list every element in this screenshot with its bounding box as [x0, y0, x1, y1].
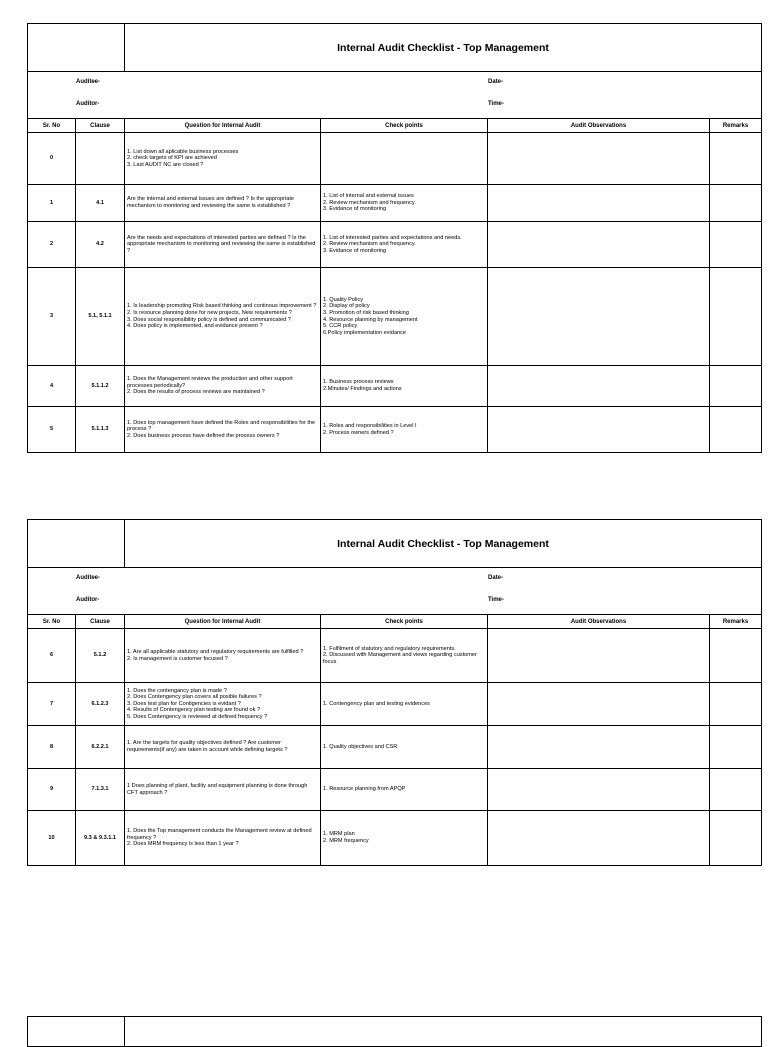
- question: 1. Are the targets for quality objectives defined ? Are customer requirements(if any) are taken in account while defining targets ?: [125, 726, 321, 769]
- check-points: 1. Business process reviews 2.Minutes/ Findings and actions: [321, 366, 488, 407]
- sr-no: 9: [28, 769, 76, 811]
- table-row: [28, 133, 762, 185]
- clause: 5.1.1.2: [76, 366, 125, 407]
- question: Are the internal and external issues are defined ? Is the appropriate mechanism to monitoring and reviewing the same is established ?: [125, 185, 321, 222]
- clause: [76, 133, 125, 185]
- audit-checklist-1: [27, 23, 761, 453]
- check-points: 1. Roles and responsibilities in Level I 2. Process owners defined ?: [321, 407, 488, 453]
- header-question: Question for Internal Audit: [125, 119, 321, 133]
- remarks-cell[interactable]: [710, 133, 762, 185]
- title-cell: [125, 1017, 762, 1047]
- auditor-label: Auditor-: [76, 101, 100, 107]
- audit-checklist-2: [27, 519, 761, 866]
- audit-observation-cell[interactable]: [488, 133, 710, 185]
- auditor-label: Auditor-: [76, 597, 100, 603]
- auditee-label: Auditee-: [76, 575, 100, 581]
- check-points: 1. List of internal and external issues 2. Review mechanism and frequency. 3. Evidance of monitoring: [321, 185, 488, 222]
- clause: 5.1.2: [76, 629, 125, 683]
- checklist-title: Internal Audit Checklist - Top Management: [125, 520, 762, 568]
- question: 1. Does the contengancy plan is made ? 2. Does Contengency plan covers all posible failures ? 3. Does test plan for Contigencies is evidant ? 4. Results of Contengency plan testing are found ok ? 5. Does Contengency is reviewed at defined frequency ?: [125, 683, 321, 726]
- sr-no: 2: [28, 222, 76, 268]
- question: 1. Is leadership promoting Risk based thinking and continous improvement ? 2. Is resource planning done for new projects, New requirements ? 3. Does social responsibility policy is defined and communicated ? 4. Does policy is implemented, and evidance present ?: [125, 268, 321, 366]
- remarks-cell[interactable]: [710, 683, 762, 726]
- checklist-title: Internal Audit Checklist - Top Management: [125, 24, 762, 72]
- sr-no: 6: [28, 629, 76, 683]
- sr-no: 1: [28, 185, 76, 222]
- logo-cell: [28, 1017, 125, 1047]
- audit-observation-cell[interactable]: [488, 726, 710, 769]
- check-points: 1. Resource planning from APQP: [321, 769, 488, 811]
- clause: 5.1, 5.1.1: [76, 268, 125, 366]
- header-clause: Clause: [76, 615, 125, 629]
- check-points: 1. MRM plan 2. MRM frequency: [321, 811, 488, 866]
- table-row: [28, 683, 762, 726]
- logo-cell: [28, 24, 125, 72]
- sr-no: 10: [28, 811, 76, 866]
- remarks-cell[interactable]: [710, 185, 762, 222]
- audit-observation-cell[interactable]: [488, 629, 710, 683]
- remarks-cell[interactable]: [710, 726, 762, 769]
- check-points: 1. List of interested parties and expectations and needs. 2. Review mechanism and frequency. 3. Evidance of monitoring: [321, 222, 488, 268]
- check-points: 1. Quality Policy 2. Display of policy 3. Promotion of risk based thinking 4. Resource planning by management 5. CCR policy 6.Policy implementation evidance: [321, 268, 488, 366]
- clause: 4.1: [76, 185, 125, 222]
- remarks-cell[interactable]: [710, 222, 762, 268]
- audit-checklist-3-partial: [27, 1016, 761, 1047]
- header-clause: Clause: [76, 119, 125, 133]
- table-row: [28, 222, 762, 268]
- header-sr-no: Sr. No: [28, 615, 76, 629]
- header-remarks: Remarks: [710, 615, 762, 629]
- header-audit-observations: Audit Observations: [488, 615, 710, 629]
- sr-no: 5: [28, 407, 76, 453]
- header-sr-no: Sr. No: [28, 119, 76, 133]
- sr-no: 3: [28, 268, 76, 366]
- time-label: Time-: [488, 597, 504, 603]
- table-row: [28, 811, 762, 866]
- table-row: [28, 185, 762, 222]
- sr-no: 8: [28, 726, 76, 769]
- table-row: [28, 268, 762, 366]
- clause: 9.3 & 9.3.1.1: [76, 811, 125, 866]
- check-points: 1. Contengency plan and testing evidences: [321, 683, 488, 726]
- audit-observation-cell[interactable]: [488, 222, 710, 268]
- table-row: [28, 726, 762, 769]
- auditee-label: Auditee-: [76, 79, 100, 85]
- clause: 5.1.1.3: [76, 407, 125, 453]
- question: Are the needs and expectations of interested parties are defined ? Is the appropriate mechanism to monitoring and reviewing the same is established ?: [125, 222, 321, 268]
- remarks-cell[interactable]: [710, 769, 762, 811]
- remarks-cell[interactable]: [710, 366, 762, 407]
- remarks-cell[interactable]: [710, 811, 762, 866]
- header-check-points: Check points: [321, 119, 488, 133]
- table-row: [28, 366, 762, 407]
- clause: 4.2: [76, 222, 125, 268]
- question: 1. Does top management have defined the Roles and responsibilities for the process ? 2. Does business process have defined the process owners ?: [125, 407, 321, 453]
- audit-observation-cell[interactable]: [488, 769, 710, 811]
- sr-no: 7: [28, 683, 76, 726]
- date-label: Date-: [488, 575, 504, 581]
- date-label: Date-: [488, 79, 504, 85]
- check-points: 1. Quality objectives and CSR: [321, 726, 488, 769]
- audit-observation-cell[interactable]: [488, 268, 710, 366]
- audit-observation-cell[interactable]: [488, 683, 710, 726]
- clause: 6.1.2.3: [76, 683, 125, 726]
- question: 1. Does the Top management conducts the Management review at defined frequency ? 2. Does MRM frequency is less than 1 year ?: [125, 811, 321, 866]
- sr-no: 0: [28, 133, 76, 185]
- audit-observation-cell[interactable]: [488, 811, 710, 866]
- header-question: Question for Internal Audit: [125, 615, 321, 629]
- clause: 6.2.2.1: [76, 726, 125, 769]
- question: 1. Are all applicable statutory and regulatory requirements are fulfilled ? 2. Is management is customer focused ?: [125, 629, 321, 683]
- logo-cell: [28, 520, 125, 568]
- header-remarks: Remarks: [710, 119, 762, 133]
- table-row: [28, 407, 762, 453]
- question: 1. Does the Management reviews the production and other support processes periodically? 2. Does the results of process reviews are maintained ?: [125, 366, 321, 407]
- time-label: Time-: [488, 101, 504, 107]
- question: 1 Does planning of plant, facility and equipment planning is done through CFT approach ?: [125, 769, 321, 811]
- remarks-cell[interactable]: [710, 629, 762, 683]
- remarks-cell[interactable]: [710, 407, 762, 453]
- check-points: [321, 133, 488, 185]
- remarks-cell[interactable]: [710, 268, 762, 366]
- header-check-points: Check points: [321, 615, 488, 629]
- question: 1. List down all aplicable business processes 2. check targets of KPI are achieved 3. Last AUDIT NC are closed ?: [125, 133, 321, 185]
- check-points: 1. Fulfilment of statutory and regulatory requirements. 2. Discussed with Management and views regarding customer focus: [321, 629, 488, 683]
- audit-observation-cell[interactable]: [488, 407, 710, 453]
- audit-observation-cell[interactable]: [488, 185, 710, 222]
- table-row: [28, 769, 762, 811]
- sr-no: 4: [28, 366, 76, 407]
- table-row: [28, 629, 762, 683]
- clause: 7.1.3.1: [76, 769, 125, 811]
- header-audit-observations: Audit Observations: [488, 119, 710, 133]
- audit-observation-cell[interactable]: [488, 366, 710, 407]
